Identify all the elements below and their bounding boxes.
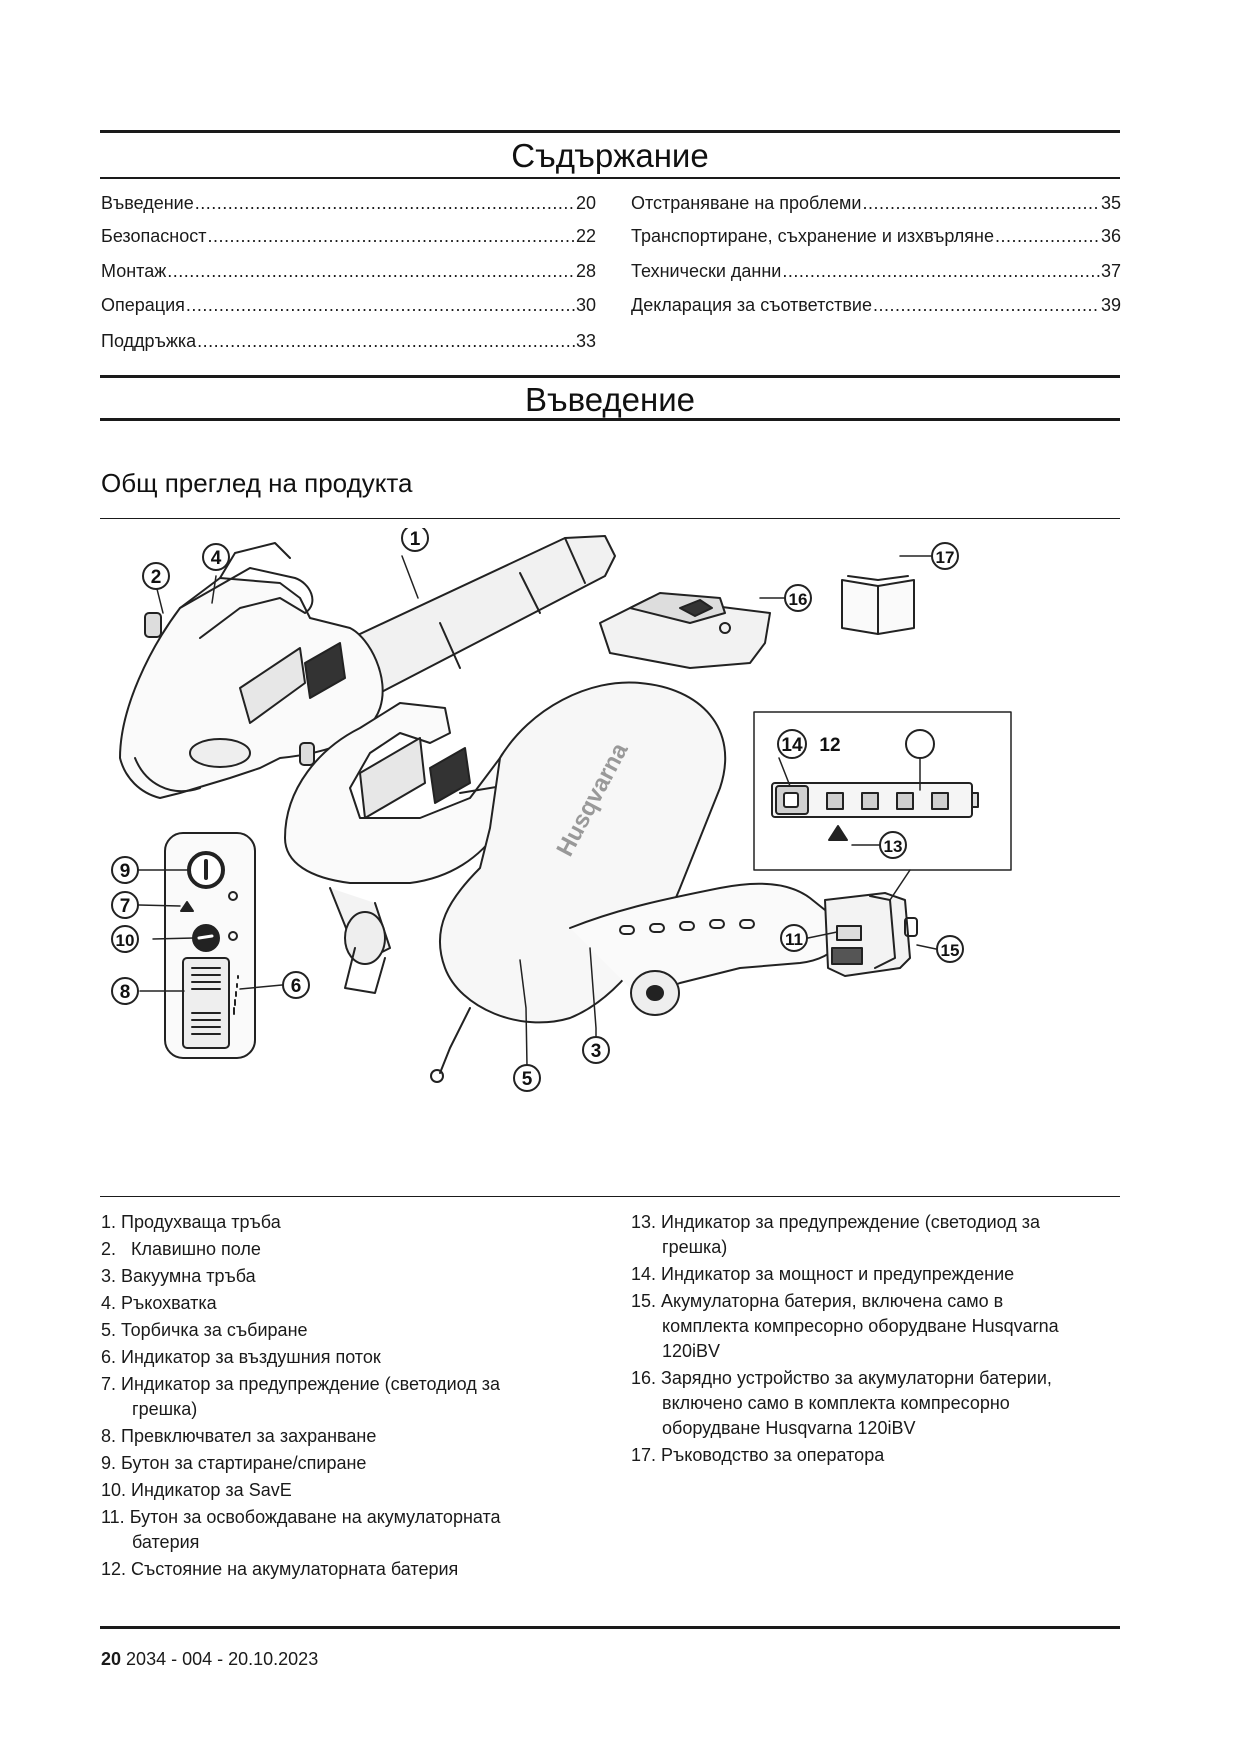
- toc-title: Съдържание: [511, 137, 709, 174]
- legend-item: 17. Ръководство за оператора: [631, 1445, 885, 1465]
- collection-bag-illustration: [431, 682, 725, 1082]
- toc-entry-page: 33: [575, 331, 596, 351]
- callout-label: 2: [150, 567, 162, 588]
- section-title: Въведение: [524, 381, 696, 418]
- manual-illustration: [842, 576, 914, 634]
- callout-label: 3: [590, 1041, 602, 1062]
- battery-pack-illustration: [825, 893, 917, 976]
- toc-entry[interactable]: [101, 295, 596, 316]
- brand-logo-text: Husqvarna: [551, 738, 634, 861]
- legend-item: 11. Бутон за освобождаване на акумулаторната батерия: [101, 1507, 501, 1552]
- toc-entry-page: 28: [575, 261, 596, 281]
- legend-right: [631, 1210, 1121, 1470]
- toc-entry[interactable]: [101, 193, 596, 214]
- toc-title-rule: [100, 177, 1120, 179]
- callout-label: 11: [785, 930, 803, 949]
- diagram-bottom-rule: [100, 1196, 1120, 1197]
- toc-entry[interactable]: [631, 226, 1121, 247]
- callout-label: 15: [940, 941, 960, 960]
- toc-entry-label: Поддръжка: [101, 331, 197, 351]
- page-number: 20: [101, 1649, 122, 1669]
- toc-entry-label: Безопасност: [101, 226, 207, 246]
- toc-entry-page: 39: [1100, 295, 1121, 315]
- toc-entry-label: Отстраняване на проблеми: [631, 193, 862, 213]
- callout-label: 13: [883, 837, 903, 856]
- toc-entry[interactable]: [101, 331, 596, 352]
- toc-entry-label: Декларация за съответствие: [631, 295, 872, 315]
- toc-entry[interactable]: [101, 261, 596, 282]
- callout-label: 6: [290, 976, 302, 997]
- toc-entry[interactable]: [101, 226, 596, 247]
- keypad-panel-illustration: [165, 833, 255, 1058]
- callout-label: 1: [409, 529, 421, 550]
- document-code: 2034 - 004 - 20.10.2023: [126, 1649, 319, 1669]
- toc-entry-page: 35: [1100, 193, 1121, 213]
- callout-label: 10: [115, 931, 135, 950]
- toc-entry-page: 30: [575, 295, 596, 315]
- legend-item: 1. Продухваща тръба: [101, 1212, 281, 1232]
- product-overview-diagram: [100, 528, 1120, 1185]
- legend-item: 15. Акумулаторна батерия, включена само в комплекта компресорно оборудване Husqvarna 120iBV: [631, 1291, 1059, 1361]
- toc-entry-page: 36: [1100, 226, 1121, 246]
- toc-entry[interactable]: [631, 261, 1121, 282]
- legend-left: [101, 1210, 571, 1584]
- legend-item: 3. Вакуумна тръба: [101, 1266, 256, 1286]
- toc-entry-page: 20: [575, 193, 596, 213]
- diagram-top-rule: [100, 518, 1120, 519]
- legend-item: 9. Бутон за стартиране/спиране: [101, 1453, 367, 1473]
- section-top-rule: [100, 375, 1120, 378]
- toc-entry-label: Технически данни: [631, 261, 782, 281]
- toc-entry[interactable]: [631, 193, 1121, 214]
- charger-illustration: [600, 593, 770, 668]
- legend-item: 13. Индикатор за предупреждение (светодиод за грешка): [631, 1212, 1041, 1257]
- legend-item: 12. Състояние на акумулаторната батерия: [101, 1559, 459, 1579]
- legend-item: 4. Ръкохватка: [101, 1293, 217, 1313]
- legend-item: 8. Превключвател за захранване: [101, 1426, 377, 1446]
- legend-item: 14. Индикатор за мощност и предупреждение: [631, 1264, 1015, 1284]
- page-footer: [101, 1649, 318, 1670]
- callout-label: 16: [788, 590, 808, 609]
- callout-label: 8: [119, 982, 131, 1003]
- legend-item: 2. Клавишно поле: [101, 1239, 261, 1259]
- legend-item: 5. Торбичка за събиране: [101, 1320, 308, 1340]
- section-title-rule: [100, 418, 1120, 421]
- toc-entry[interactable]: [631, 295, 1121, 316]
- section-subtitle: Общ преглед на продукта: [101, 468, 413, 498]
- callout-label: 5: [521, 1069, 533, 1090]
- toc-entry-label: Монтаж: [101, 261, 167, 281]
- toc-entry-page: 22: [575, 226, 596, 246]
- toc-top-rule: [100, 130, 1120, 133]
- footer-rule: [100, 1626, 1120, 1629]
- toc-entry-page: 37: [1100, 261, 1121, 281]
- legend-item: 6. Индикатор за въздушния поток: [101, 1347, 381, 1367]
- callout-label: 17: [935, 548, 955, 567]
- callout-label: 14: [781, 735, 803, 756]
- toc-entry-label: Въведение: [101, 193, 194, 213]
- legend-item: 7. Индикатор за предупреждение (светодиод за грешка): [101, 1374, 501, 1419]
- callout-label: 12: [819, 735, 841, 756]
- legend-item: 10. Индикатор за SavE: [101, 1480, 292, 1500]
- callout-label: 4: [210, 548, 222, 569]
- legend-item: 16. Зарядно устройство за акумулаторни батерии, включено само в комплекта компресорно оборудване Husqvarna 120iBV: [631, 1368, 1052, 1438]
- callout-label: 7: [119, 896, 131, 917]
- callout-label: 9: [119, 861, 131, 882]
- toc-entry-label: Транспортиране, съхранение и изхвърляне: [631, 226, 994, 246]
- toc-entry-label: Операция: [101, 295, 185, 315]
